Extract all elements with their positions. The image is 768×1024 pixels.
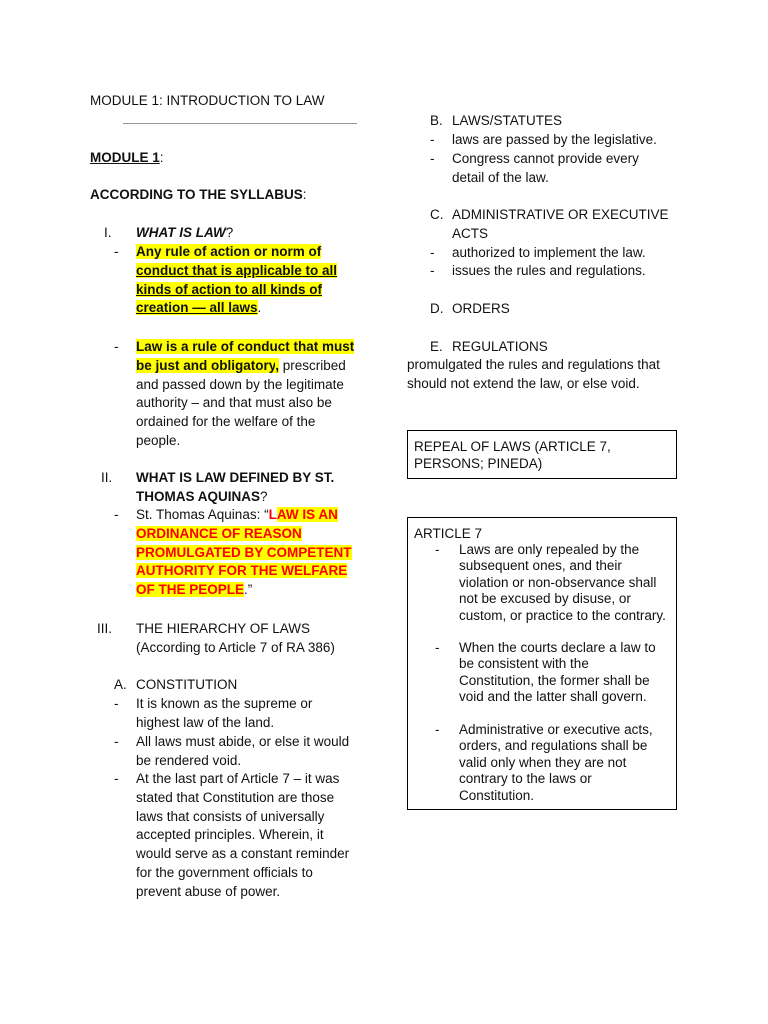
bullet-dash: - <box>114 771 119 786</box>
syllabus-heading: ACCORDING TO THE SYLLABUS: <box>90 187 307 202</box>
bullet-dash: - <box>435 640 440 655</box>
title-divider <box>123 123 357 124</box>
section-1-number: I. <box>104 225 112 240</box>
constitution-point-2: All laws must abide, or else it would be rendered void. <box>136 734 350 768</box>
section-3-number: III. <box>97 621 113 636</box>
law-definition-1: Any rule of action or norm of conduct that is applicable to all kinds of action to all kinds of creation — all laws. <box>136 244 338 316</box>
article-7-item-1: Laws are only repealed by the subsequent ones, and their violation or non-observance shall not be excused by disuse, or custom, or practice to the contrary. <box>459 542 666 623</box>
bullet-dash: - <box>430 132 435 147</box>
bullet-dash: - <box>114 696 119 711</box>
section-3-title: THE HIERARCHY OF LAWS (According to Article 7 of RA 386) <box>136 621 335 655</box>
bullet-dash: - <box>114 244 119 259</box>
section-2-title: WHAT IS LAW DEFINED BY ST. THOMAS AQUINAS? <box>136 470 335 504</box>
section-1-title: WHAT IS LAW? <box>136 225 234 240</box>
acts-point-2: issues the rules and regulations. <box>452 263 646 278</box>
subsection-b-title: LAWS/STATUTES <box>452 113 563 128</box>
repeal-title: REPEAL OF LAWS (ARTICLE 7, PERSONS; PINEDA) <box>414 439 611 471</box>
subsection-a-title: CONSTITUTION <box>136 677 238 692</box>
article-7-box <box>407 517 677 810</box>
statutes-point-1: laws are passed by the legislative. <box>452 132 657 147</box>
bullet-dash: - <box>435 542 440 557</box>
bullet-dash: - <box>430 151 435 166</box>
bullet-dash: - <box>435 722 440 737</box>
constitution-point-1: It is known as the supreme or highest law of the land. <box>136 696 313 730</box>
subsection-d-title: ORDERS <box>452 301 510 316</box>
law-definition-2: Law is a rule of conduct that must be just and obligatory, prescribed and passed down by the legitimate authority – and that must also be ordained for the welfare of the people. <box>136 339 355 448</box>
acts-point-1: authorized to implement the law. <box>452 245 646 260</box>
subsection-e-title: REGULATIONS <box>452 339 548 354</box>
subsection-b-letter: B. <box>430 113 443 128</box>
statutes-point-2: Congress cannot provide every detail of the law. <box>452 151 639 185</box>
subsection-c-letter: C. <box>430 207 444 222</box>
subsection-e-letter: E. <box>430 339 443 354</box>
bullet-dash: - <box>114 507 119 522</box>
bullet-dash: - <box>114 734 119 749</box>
aquinas-quote: St. Thomas Aquinas: “LAW IS AN ORDINANCE OF REASON PROMULGATED BY COMPETENT AUTHORITY FOR THE WELFARE OF THE PEOPLE.” <box>136 507 352 598</box>
section-2-number: II. <box>101 470 113 485</box>
document-title: MODULE 1: INTRODUCTION TO LAW <box>90 93 325 108</box>
subsection-a-letter: A. <box>114 677 127 692</box>
subsection-d-letter: D. <box>430 301 444 316</box>
article-7-item-2: When the courts declare a law to be consistent with the Constitution, the former shall be void and the latter shall govern. <box>459 640 656 705</box>
repeal-of-laws-box <box>407 430 677 479</box>
bullet-dash: - <box>114 339 119 354</box>
subsection-c-title: ADMINISTRATIVE OR EXECUTIVE ACTS <box>452 207 669 241</box>
bullet-dash: - <box>430 245 435 260</box>
article-7-item-3: Administrative or executive acts, orders, and regulations shall be valid only when they are not contrary to the laws or Constitution. <box>459 722 653 803</box>
constitution-point-3: At the last part of Article 7 – it was stated that Constitution are those laws that consists of universally accepted principles. Wherein, it would serve as a constant reminder for the government officials to prevent abuse of power. <box>136 771 350 899</box>
regulations-text: promulgated the rules and regulations that should not extend the law, or else void. <box>407 357 660 391</box>
article-7-title: ARTICLE 7 <box>414 526 483 541</box>
bullet-dash: - <box>430 263 435 278</box>
module-heading: MODULE 1: <box>90 150 164 165</box>
